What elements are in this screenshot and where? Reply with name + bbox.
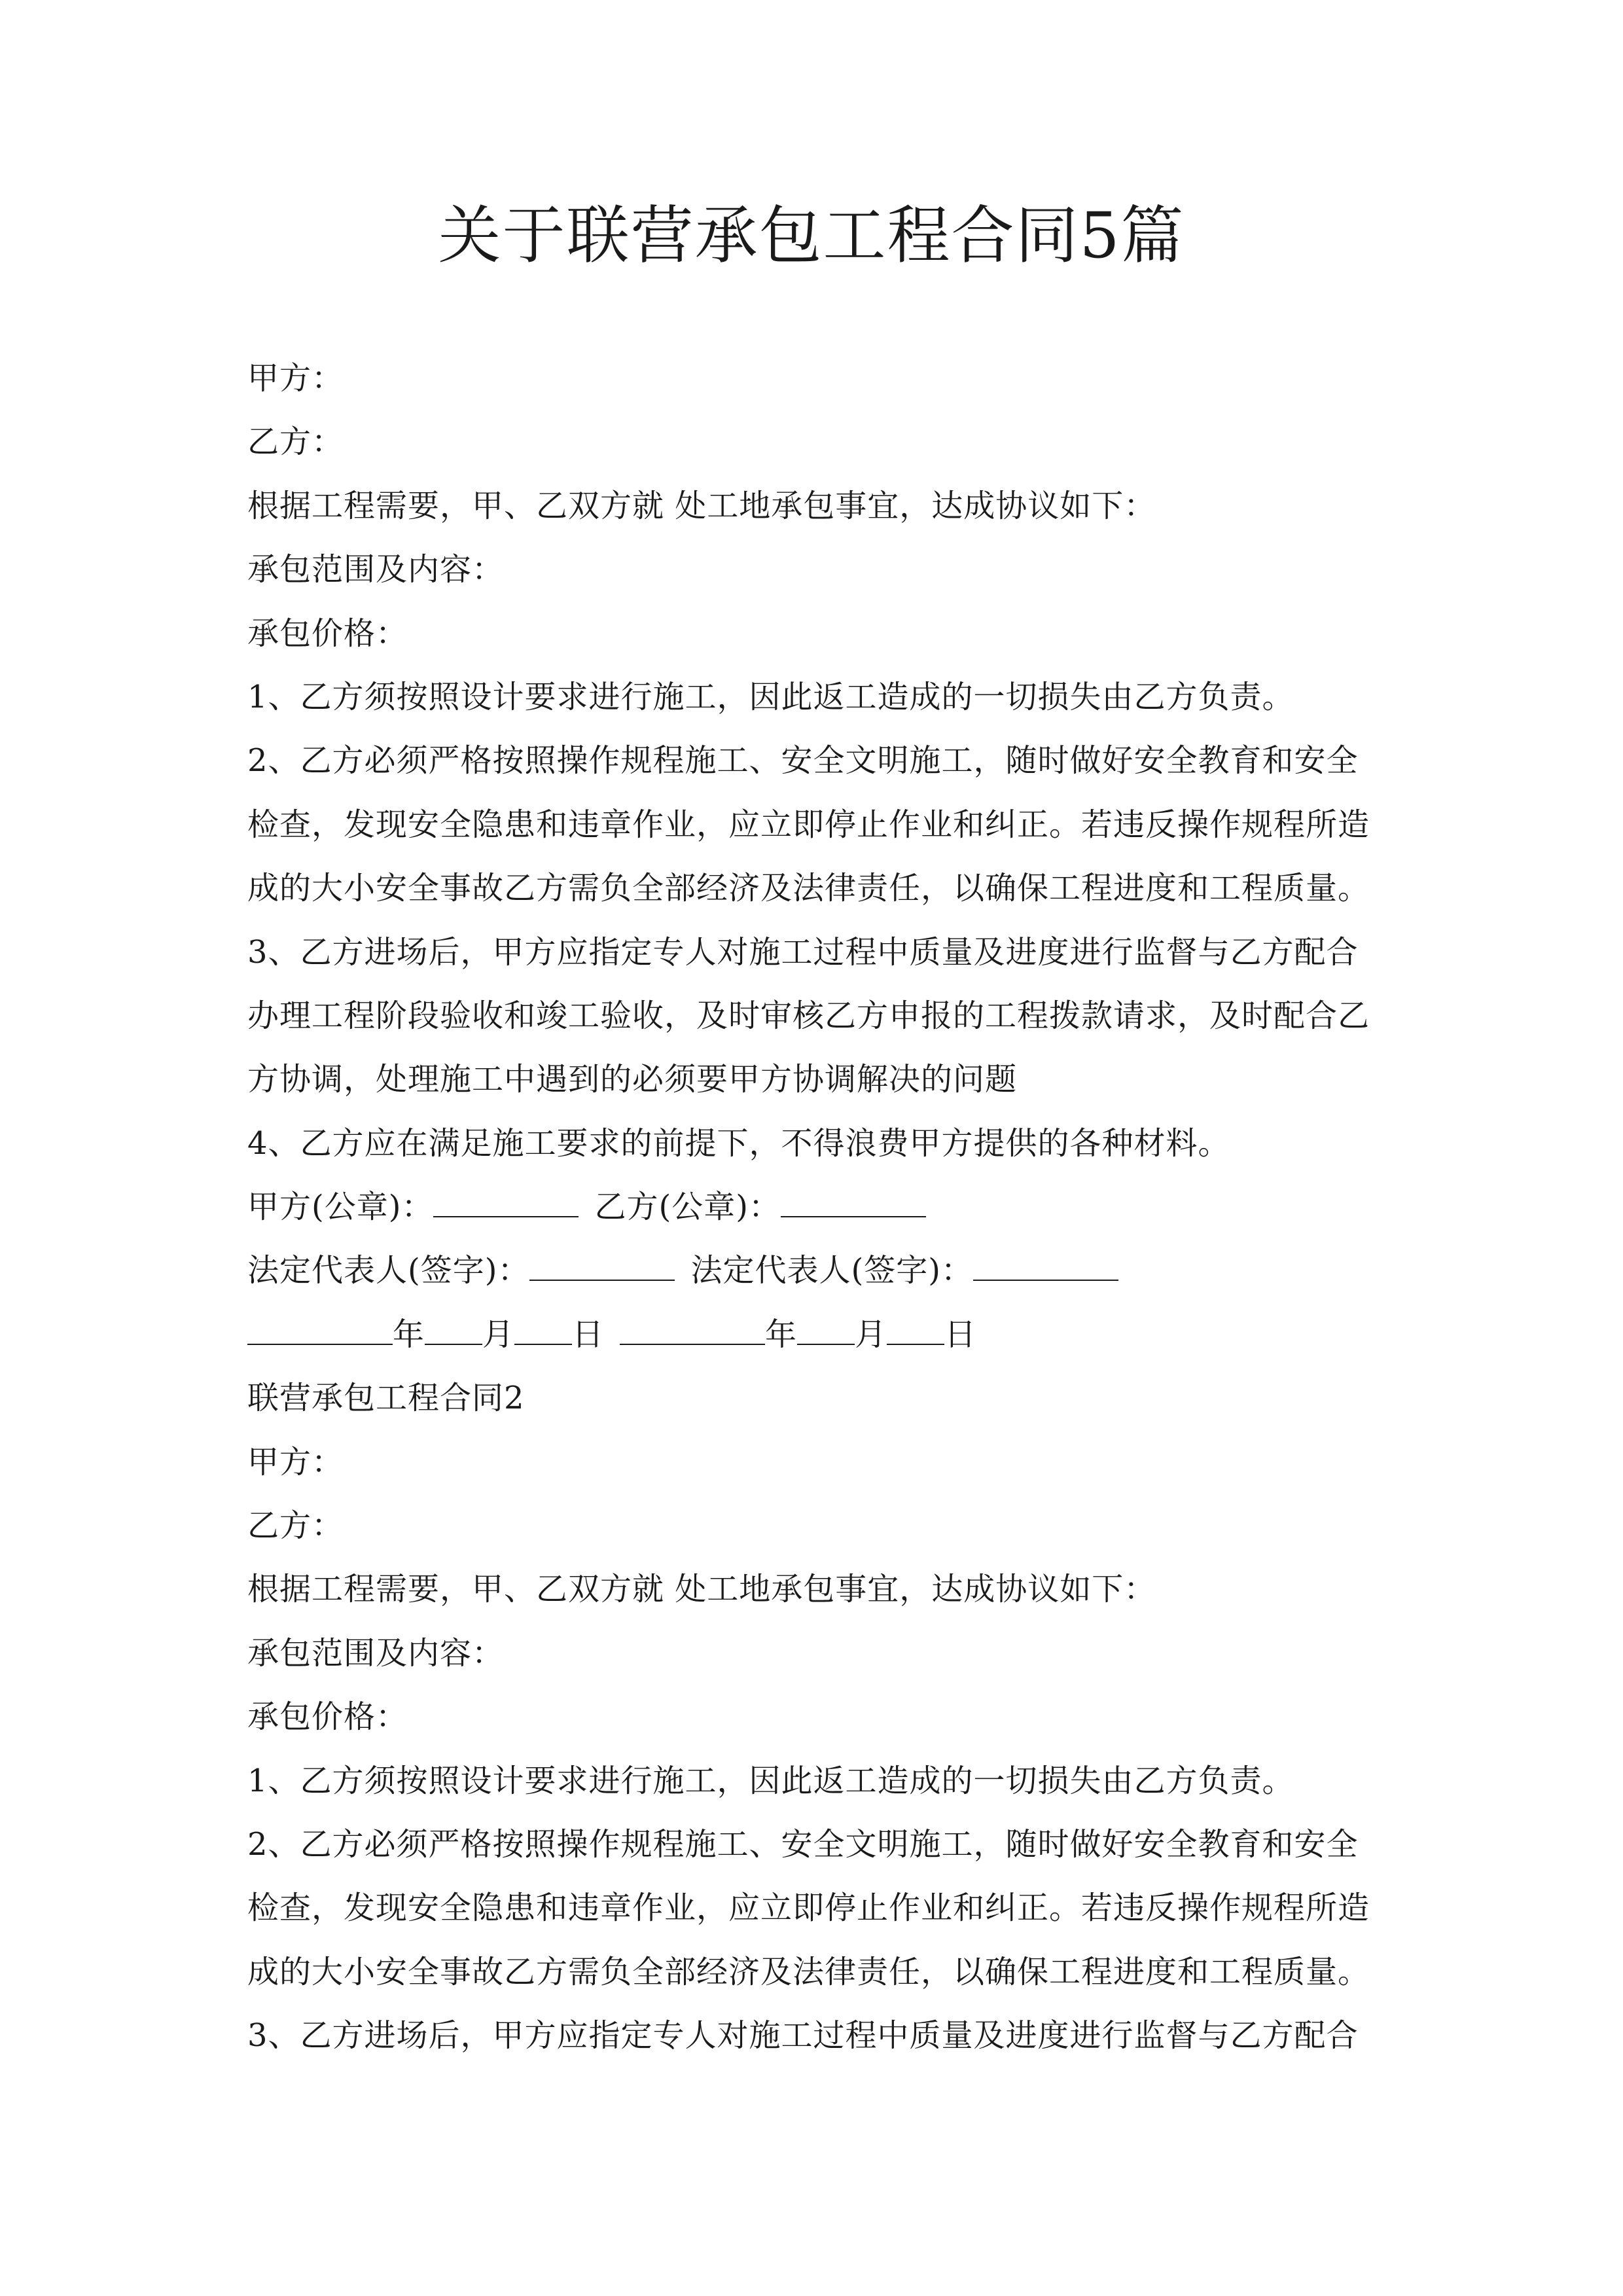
clause-2-line-3: 成的大小安全事故乙方需负全部经济及法律责任，以确保工程进度和工程质量。 <box>247 870 1370 907</box>
scope-line: 承包范围及内容： <box>247 551 505 588</box>
rep-b-label: 法定代表人(签字)： <box>690 1252 973 1289</box>
seal-b-label: 乙方(公章)： <box>594 1189 781 1226</box>
price-line: 承包价格： <box>247 615 408 652</box>
c2-price-line: 承包价格： <box>247 1698 408 1736</box>
month-b-blank <box>797 1318 855 1345</box>
intro-paragraph: 根据工程需要，甲、乙双方就 处工地承包事宜，达成协议如下： <box>247 487 1156 524</box>
date-line <box>247 1303 1412 1367</box>
document-body <box>247 347 1412 2068</box>
day-b-blank <box>887 1318 944 1345</box>
day-a-label: 日 <box>572 1316 605 1353</box>
c2-clause-1: 1、乙方须按照设计要求进行施工，因此返工造成的一切损失由乙方负责。 <box>247 1762 1294 1799</box>
c2-clause-2-line-1: 2、乙方必须严格按照操作规程施工、安全文明施工，随时做好安全教育和安全 <box>247 1825 1359 1863</box>
year-b-label: 年 <box>765 1316 798 1353</box>
seal-line <box>247 1175 1412 1239</box>
document-title: 关于联营承包工程合同5篇 <box>438 199 1185 272</box>
c2-clause-3-line-1: 3、乙方进场后，甲方应指定专人对施工过程中质量及进度进行监督与乙方配合 <box>247 2017 1359 2054</box>
c2-scope-line: 承包范围及内容： <box>247 1634 505 1672</box>
day-b-label: 日 <box>944 1316 977 1353</box>
clause-1: 1、乙方须按照设计要求进行施工，因此返工造成的一切损失由乙方负责。 <box>247 678 1294 715</box>
clause-3-line-2: 办理工程阶段验收和竣工验收，及时审核乙方申报的工程拨款请求，及时配合乙 <box>247 997 1370 1034</box>
party-a-line: 甲方： <box>247 360 344 397</box>
party-b-line: 乙方： <box>247 423 344 461</box>
c2-party-b-line: 乙方： <box>247 1507 344 1545</box>
month-a-blank <box>425 1318 482 1345</box>
rep-b-blank <box>973 1253 1118 1281</box>
c2-clause-2-line-3: 成的大小安全事故乙方需负全部经济及法律责任，以确保工程进度和工程质量。 <box>247 1953 1370 1990</box>
clause-3-line-3: 方协调，处理施工中遇到的必须要甲方协调解决的问题 <box>247 1061 1018 1098</box>
c2-intro-paragraph: 根据工程需要，甲、乙双方就 处工地承包事宜，达成协议如下： <box>247 1571 1156 1608</box>
year-a-label: 年 <box>393 1316 425 1353</box>
clause-4: 4、乙方应在满足施工要求的前提下，不得浪费甲方提供的各种材料。 <box>247 1124 1230 1162</box>
representative-line <box>247 1239 1412 1302</box>
c2-party-a-line: 甲方： <box>247 1443 344 1480</box>
seal-a-label: 甲方(公章)： <box>247 1189 434 1226</box>
rep-a-label: 法定代表人(签字)： <box>247 1252 530 1289</box>
contract-2-heading: 联营承包工程合同2 <box>247 1380 525 1417</box>
rep-a-blank <box>529 1253 675 1281</box>
c2-clause-2-line-2: 检查，发现安全隐患和违章作业，应立即停止作业和纠正。若违反操作规程所造 <box>247 1890 1370 1927</box>
seal-b-blank <box>781 1190 926 1217</box>
day-a-blank <box>514 1318 572 1345</box>
clause-2-line-1: 2、乙方必须严格按照操作规程施工、安全文明施工，随时做好安全教育和安全 <box>247 742 1359 780</box>
clause-3-line-1: 3、乙方进场后，甲方应指定专人对施工过程中质量及进度进行监督与乙方配合 <box>247 933 1359 971</box>
month-b-label: 月 <box>855 1316 887 1353</box>
year-a-blank <box>247 1318 393 1345</box>
seal-a-blank <box>433 1190 579 1217</box>
clause-2-line-2: 检查，发现安全隐患和违章作业，应立即停止作业和纠正。若违反操作规程所造 <box>247 806 1370 843</box>
month-a-label: 月 <box>482 1316 515 1353</box>
year-b-blank <box>620 1318 765 1345</box>
